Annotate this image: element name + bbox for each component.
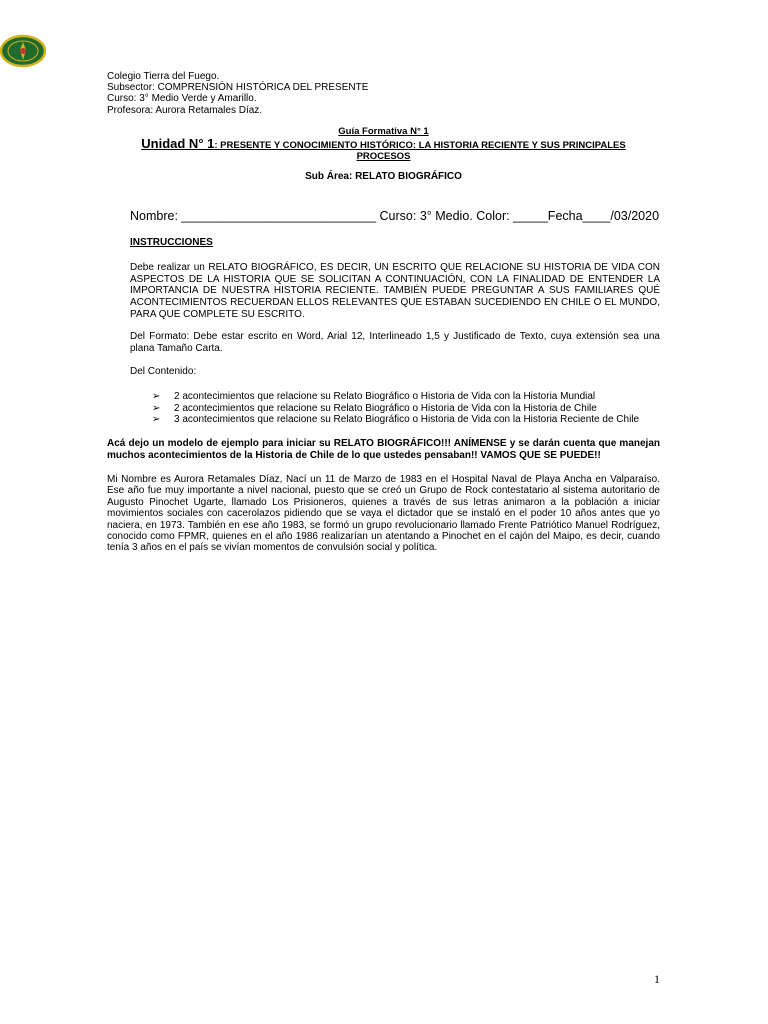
guide-title: Guía Formativa N° 1 [338,126,429,137]
teacher-line: Profesora: Aurora Retamales Díaz. [107,104,263,116]
title-block [107,126,660,162]
unit-label: Unidad N° 1 [141,136,215,151]
content-list [152,391,639,426]
example-story: Mi Nombre es Aurora Retamales Díaz, Nací un 11 de Marzo de 1983 en el Hospital Naval de Playa Ancha en Valparaíso. Ese año fue muy importante a nivel nacional, puesto que se creó un Grupo de Rock contestatario al sistema autoritario de Augusto Pinochet Ugarte, llamado Los Prisioneros, quienes a través de sus letras animaron a la población a iniciar movimientos sociales con cacerolazos pidiendo que se vaya el dictador que se instaló en el poder 10 años antes que yo naciera, en 1973. También en ese año 1983, se formó un grupo revolucionario llamado Frente Patriótico Manuel Rodríguez, conocido como FPMR, quienes en el año 1986 realizarían un atentando a Pinochet en el cajón del Maipo, es decir, cuando tenía 3 años en el país se vivían momentos de convulsión social y política. [107,474,660,554]
unit-title [107,138,660,151]
subsector-line: Subsector: COMPRENSIÓN HISTÓRICA DEL PRESENTE [107,82,369,94]
document-header [107,71,368,116]
instructions-paragraph: Debe realizar un RELATO BIOGRÁFICO, ES DECIR, UN ESCRITO QUE RELACIONE SU HISTORIA DE VIDA CON ASPECTOS DE LA HISTORIA QUE SE SOLICITAN A CONTINUACIÓN, CON LA FINALIDAD DE ENTENDER LA IMPORTANCIA DE NUESTRA HISTORIA RECIENTE. TAMBIÉN PUEDE PREGUNTAR A SUS FAMILIARES QUÉ ACONTECIMIENTOS RECUERDAN ELLOS RELEVANTES QUE ESTABAN SUCEDIENDO EN CHILE O EL MUNDO, PARA QUE COMPLETE SU ESCRITO. [130,262,660,320]
course-line: Curso: 3° Medio Verde y Amarillo. [107,93,257,105]
format-paragraph: Del Formato: Debe estar escrito en Word, Arial 12, Interlineado 1,5 y Justificado de Texto, cuya extensión sea una plana Tamaño Carta. [130,331,660,354]
arrow-bullet-icon: ➢ [152,414,161,425]
arrow-bullet-icon: ➢ [152,402,161,414]
unit-text: : PRESENTE Y CONOCIMIENTO HISTÓRICO: LA HISTORIA RECIENTE Y SUS PRINCIPALES [214,140,626,151]
list-item: ➢ 3 acontecimientos que relacione su Relato Biográfico o Historia de Vida con la Historia Reciente de Chile [152,414,640,425]
instructions-heading: INSTRUCCIONES [130,237,213,248]
school-name: Colegio Tierra del Fuego. [107,71,220,82]
school-logo [0,33,46,69]
list-item: ➢ 2 acontecimientos que relacione su Relato Biográfico o Historia de Vida con la Historia Mundial [152,391,596,402]
subarea-title: Sub Área: RELATO BIOGRÁFICO [305,171,462,182]
list-item: ➢ 2 acontecimientos que relacione su Relato Biográfico o Historia de Vida con la Historia de Chile [152,402,597,414]
arrow-bullet-icon: ➢ [152,391,161,402]
content-label: Del Contenido: [130,366,197,377]
page-number: 1 [654,972,660,986]
student-info-line: Nombre: ____________________________ Curso: 3° Medio. Color: _____Fecha____/03/2020 [130,209,660,223]
example-intro: Acá dejo un modelo de ejemplo para iniciar su RELATO BIOGRÁFICO!!! ANÍMENSE y se darán cuenta que manejan muchos acontecimientos de la Historia de Chile de lo que ustedes pensaban!! VAMOS QUE SE PUEDE!! [107,438,660,461]
unit-title-continuation: PROCESOS [356,151,411,162]
